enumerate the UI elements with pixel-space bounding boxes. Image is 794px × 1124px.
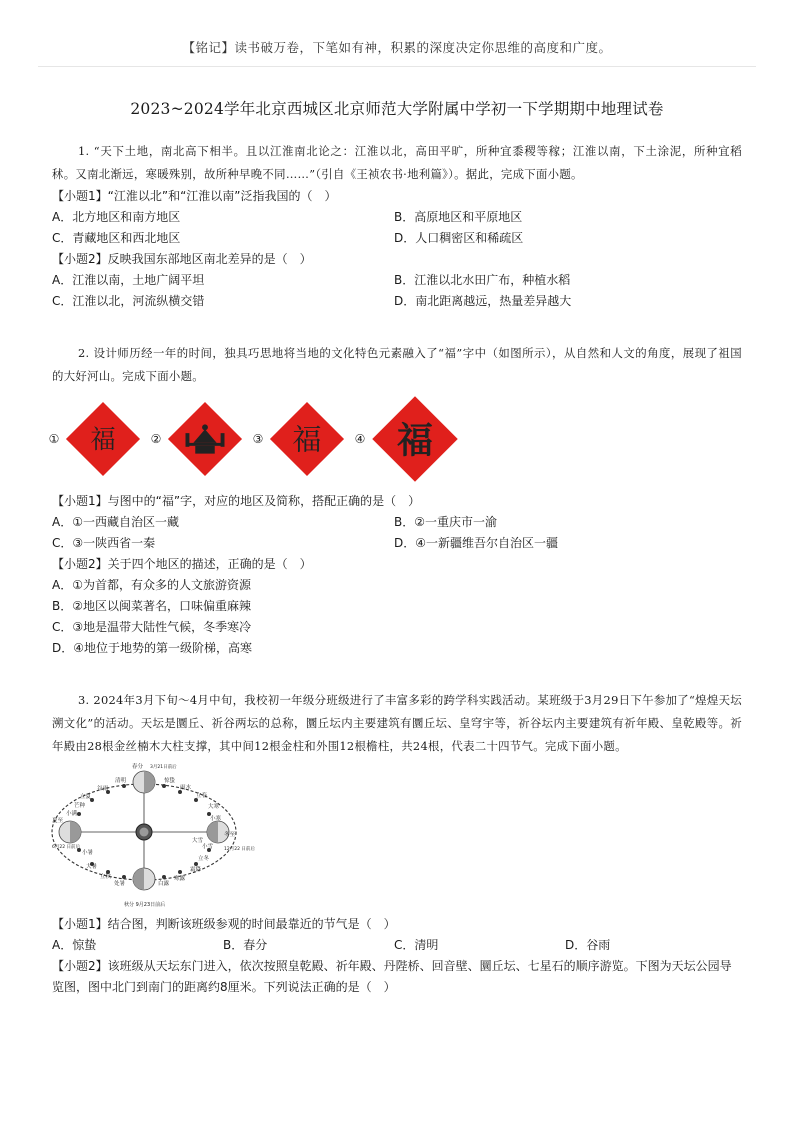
label-winter: 冬至 xyxy=(224,832,236,838)
label-spring-date: 3月21日前后 xyxy=(150,765,177,770)
term-label: 立春 xyxy=(196,793,208,799)
earth-spring-icon xyxy=(133,771,155,793)
option-a[interactable]: A．江淮以南，土地广阔平坦 xyxy=(52,273,205,287)
header-motto: 【铭记】读书破万卷，下笔如有神，积累的深度决定你思维的高度和广度。 xyxy=(182,40,612,55)
question-2-sub1: 【小题1】与图中的“福”字，对应的地区及简称，搭配正确的是（ ） xyxy=(52,494,421,508)
term-label: 大寒 xyxy=(208,804,220,810)
page-title: 2023~2024学年北京西城区北京师范大学附属中学初一下学期期中地理试卷 xyxy=(130,100,664,118)
fu-label-3: ③ xyxy=(252,432,264,446)
option-c[interactable]: C．③地是温带大陆性气候，冬季寒冷 xyxy=(52,620,252,634)
question-1 xyxy=(52,140,742,312)
label-autumn: 秋分 9月23日前后 xyxy=(124,902,166,908)
fu-label-4: ④ xyxy=(354,432,366,446)
term-label: 立秋 xyxy=(100,874,112,880)
term-label: 处暑 xyxy=(114,881,126,887)
question-3-sub1-options xyxy=(52,935,742,956)
term-label: 大雪 xyxy=(192,838,204,844)
fu-label-2: ② xyxy=(150,432,162,446)
fu-character-figure xyxy=(46,391,742,487)
term-label: 立夏 xyxy=(80,794,92,800)
fu-region-4-image xyxy=(370,394,460,484)
term-label: 小寒 xyxy=(210,816,222,822)
option-d[interactable]: D．南北距离越远，热量差异越大 xyxy=(394,294,572,308)
question-1-sub2-options xyxy=(52,270,742,312)
question-3-sub2: 【小题2】该班级从天坛东门进入，依次按照皇乾殿、祈年殿、丹陛桥、回音壁、圜丘坛、七星石的顺序游览。下图为天坛公园导览图，图中北门到南门的距离约8厘米。下列说法正确的是（ ） xyxy=(52,959,732,994)
option-c[interactable]: C．清明 xyxy=(394,938,439,952)
spacer xyxy=(52,312,742,342)
term-label: 小雪 xyxy=(202,844,214,850)
option-a[interactable]: A．①为首都，有众多的人文旅游资源 xyxy=(52,578,251,592)
question-1-sub1: 【小题1】“江淮以北”和“江淮以南”泛指我国的（ ） xyxy=(52,189,337,203)
solar-terms-orbit-diagram xyxy=(52,760,255,912)
question-1-stem: 1. “天下土地，南北高下相半。且以江淮南北论之：江淮以北，高田平旷，所种宜黍稷等稼；江淮以南，下土涂泥，所种宜稻秫。又南北渐远，寒暖殊别，故所种早晚不同……”（引自《王祯农书·地利篇》）。据此，完成下面小题。 xyxy=(52,144,742,181)
question-2 xyxy=(48,342,742,659)
fu-glyph: 福 xyxy=(90,423,116,454)
header-divider xyxy=(38,66,756,67)
question-1-sub1-options xyxy=(52,207,742,249)
option-c[interactable]: C．③一陕西省一秦 xyxy=(52,536,156,550)
option-a[interactable]: A．惊蛰 xyxy=(52,938,97,952)
earth-autumn-icon xyxy=(133,868,155,890)
term-label: 惊蛰 xyxy=(164,778,176,784)
label-summer-date: 6月22 日前后 xyxy=(52,845,81,850)
term-label: 小暑 xyxy=(82,850,94,856)
earth-summer-icon xyxy=(59,821,81,843)
question-1-sub2: 【小题2】反映我国东部地区南北差异的是（ ） xyxy=(52,252,312,266)
term-label: 霜降 xyxy=(190,867,202,873)
option-d[interactable]: D．④地位于地势的第一级阶梯，高寒 xyxy=(52,641,252,655)
term-label: 雨水 xyxy=(180,785,192,791)
question-3-sub1: 【小题1】结合图，判断该班级参观的时间最靠近的节气是（ ） xyxy=(52,917,396,931)
option-c[interactable]: C．青藏地区和西北地区 xyxy=(52,231,181,245)
option-d[interactable]: D．④一新疆维吾尔自治区一疆 xyxy=(394,536,558,550)
question-3-stem: 3. 2024年3月下旬～4月中旬，我校初一年级分班级进行了丰富多彩的跨学科实践活动。某班级于3月29日下午参加了“煌煌天坛溯文化”的活动。天坛是圜丘、祈谷两坛的总称，圜丘坛内主要建筑有圜丘坛、皇穹宇等，祈谷坛内主要建筑有祈年殿、皇乾殿等。祈年殿由28根金丝楠木大柱支撑，其中间12根金柱和外围12根檐柱，共24根，代表二十四节气。完成下面小题。 xyxy=(52,693,742,753)
option-b[interactable]: B．江淮以北水田广布，种植水稻 xyxy=(394,273,571,287)
question-2-stem: 2. 设计师历经一年的时间，独具巧思地将当地的文化特色元素融入了“福”字中（如图所示），从自然和人文的角度，展现了祖国的大好河山。完成下面小题。 xyxy=(52,346,742,383)
option-b[interactable]: B．②一重庆市一渝 xyxy=(394,515,497,529)
label-summer: 夏至 xyxy=(52,818,64,824)
option-c[interactable]: C．江淮以北，河流纵横交错 xyxy=(52,294,205,308)
term-label: 芒种 xyxy=(74,803,86,809)
option-b[interactable]: B．②地区以闽菜著名，口味偏重麻辣 xyxy=(52,599,251,613)
fu-glyph: 福 xyxy=(396,419,434,462)
question-list xyxy=(48,140,742,998)
label-winter-date: 12月22 日前后 xyxy=(224,847,255,852)
question-2-sub2: 【小题2】关于四个地区的描述，正确的是（ ） xyxy=(52,557,312,571)
fu-glyph: 福 xyxy=(292,422,322,457)
option-d[interactable]: D．人口稠密区和稀疏区 xyxy=(394,231,524,245)
fu-xizang-image xyxy=(64,400,142,478)
term-label: 小满 xyxy=(66,811,78,817)
question-3 xyxy=(52,689,742,998)
option-b[interactable]: B．高原地区和平原地区 xyxy=(394,210,523,224)
option-a[interactable]: A．北方地区和南方地区 xyxy=(52,210,181,224)
question-2-sub1-options xyxy=(52,512,742,554)
term-label: 清明 xyxy=(115,778,127,784)
term-label: 白露 xyxy=(158,881,170,887)
fu-label-1: ① xyxy=(48,432,60,446)
spacer xyxy=(52,659,742,689)
fu-region-3-image xyxy=(268,400,346,478)
option-d[interactable]: D．谷雨 xyxy=(565,938,611,952)
fu-region-2-image xyxy=(166,400,244,478)
term-label: 立冬 xyxy=(198,856,210,862)
term-label: 谷雨 xyxy=(97,786,109,792)
option-b[interactable]: B．春分 xyxy=(223,938,268,952)
term-label: 寒露 xyxy=(174,876,186,882)
option-a[interactable]: A．①一西藏自治区一藏 xyxy=(52,515,179,529)
term-label: 大暑 xyxy=(86,864,98,870)
label-spring: 春分 xyxy=(132,764,144,770)
